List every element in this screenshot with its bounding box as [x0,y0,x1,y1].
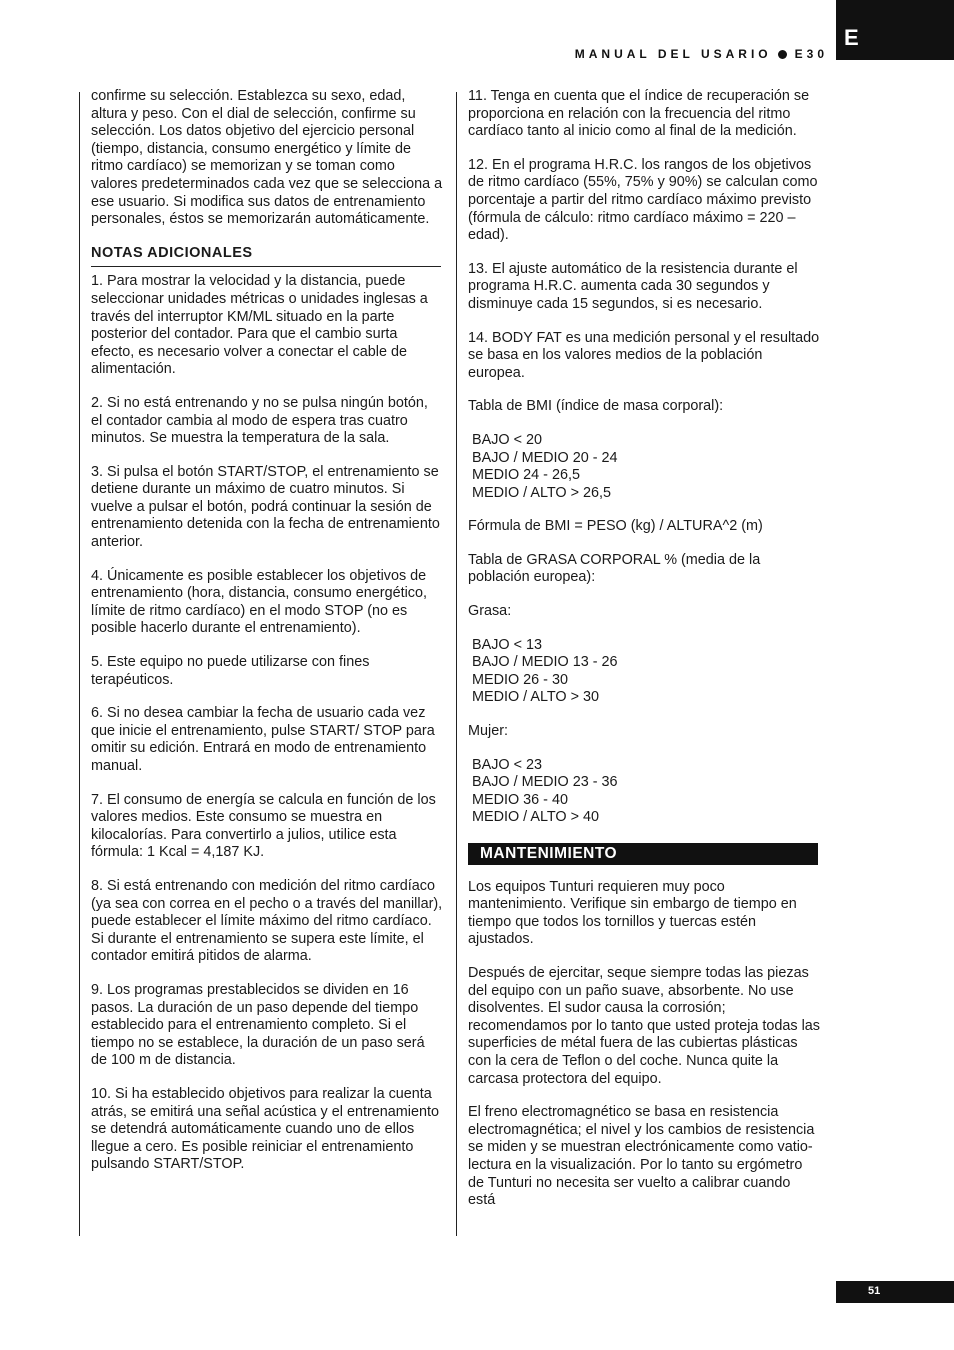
note-item: 8. Si está entrenando con medición del ritmo cardíaco (ya sea con correa en el pecho o a través del manillar), puede establecer el límite máximo del ritmo cardíaco. Si durante el entrenamiento se supera este límite, el contador emitirá pitidos de alarma. [91,877,443,965]
note-item: 2. Si no está entrenando y no se pulsa ningún botón, el contador cambia al modo de espera tras cuatro minutos. Se muestra la temperatura de la sala. [91,394,428,447]
bmi-table [472,432,820,502]
page-number-box [836,1281,954,1303]
bmi-row: MEDIO / ALTO > 26,5 [472,484,612,501]
fat-row: BAJO < 23 [472,756,542,773]
fat-row: MEDIO / ALTO > 30 [472,689,600,706]
women-fat-table [472,757,820,827]
note-item: 9. Los programas prestablecidos se dividen en 16 pasos. La duración de un paso depende del tiempo establecido para el entrenamiento completo. Si el tiempo no se establece, la duración de un paso será de 100 m de distancia. [91,981,425,1069]
middle-column-rule [456,92,457,1236]
manual-title: MANUAL DEL USARIO [574,47,772,61]
fat-row: MEDIO / ALTO > 40 [472,809,600,826]
model-name: E30 [794,47,828,61]
running-header [575,47,828,61]
fat-row: BAJO < 13 [472,636,542,653]
bmi-table-title: Tabla de BMI (índice de masa corporal): [468,398,724,415]
notes-list-left [91,273,443,1174]
language-tab-label: E [844,25,859,50]
note-item: 11. Tenga en cuenta que el índice de recuperación se proporciona en relación con la frecuencia del ritmo cardíaco tanto al inicio como al final de la medición. [468,88,810,140]
note-item: 14. BODY FAT es una medición personal y el resultado se basa en los valores medios de la población europea. [468,329,820,381]
maintenance-paragraph: Después de ejercitar, seque siempre todas las piezas del equipo con un paño suave, absorbente. No use disolventes. El sudor causa la corrosión; recomendamos por lo tanto que usted proteja todas las superficies de métal fuera de las cubiertas plásticas con la cera de Teflon o del coche. Nunca quite la carcasa protectora del equipo. [468,964,820,1087]
note-item: 1. Para mostrar la velocidad y la distancia, puede seleccionar unidades métricas o unidades inglesas a través del interruptor KM/ML situado en la parte posterior del contador. Para que el cambio surta efecto, es necesario volver a conectar el cable de alimentación. [91,273,428,378]
note-item: 6. Si no desea cambiar la fecha de usuario cada vez que inicie el entrenamiento, pulse START/ STOP para omitir su edición. Entrará en modo de entrenamiento manual. [91,705,435,774]
bmi-row: MEDIO 24 - 26,5 [472,467,580,484]
fat-row: BAJO / MEDIO 23 - 36 [472,774,618,791]
maintenance-paragraph: Los equipos Tunturi requieren muy poco mantenimiento. Verifique sin embargo de tiempo en tiempo que todos los tornillos y tuercas estén ajustados. [468,878,797,948]
left-column-rule [79,92,80,1236]
men-label: Grasa: [468,603,512,620]
bullet-dot-icon [778,50,787,59]
note-item: 3. Si pulsa el botón START/STOP, el entrenamiento se detiene durante un máximo de cuatro minutos. Si vuelve a pulsar el botón, podrá continuar la sesión de entrenamiento detenida con la fecha de entrenamiento anterior. [91,463,440,551]
notes-list-right [468,88,820,382]
note-item: 7. El consumo de energía se calcula en función de los valores medios. Este consumo se muestra en kilocalorías. Para convertirlo a julios, utilice esta fórmula: 1 Kcal = 4,187 KJ. [91,791,436,861]
maintenance-paragraph: El freno electromagnético se basa en resistencia electromagnética; el nivel y los cambios de resistencia se miden y se muestran electrónicamente como vatio-lectura en la visualización. Por lo tanto su ergómetro de Tunturi no necesita ser vuelto a calibrar cuando está [468,1104,815,1209]
fat-row: MEDIO 26 - 30 [472,671,568,688]
women-label: Mujer: [468,723,508,740]
note-item: 4. Únicamente es posible establecer los objetivos de entrenamiento (hora, distancia, consumo energético, límite de ritmo cardíaco) en el modo STOP (no es posible hacerlo durante el entrenamiento). [91,567,427,637]
left-column [91,88,443,1190]
note-item: 5. Este equipo no puede utilizarse con fines terapéuticos. [91,654,370,688]
body-fat-table-title: Tabla de GRASA CORPORAL % (media de la población europea): [468,551,761,586]
page-number: 51 [868,1285,881,1297]
note-item: 13. El ajuste automático de la resistencia durante el programa H.R.C. aumenta cada 30 segundos y disminuye cada 15 segundos, si es necesario. [468,260,798,312]
fat-row: BAJO / MEDIO 13 - 26 [472,654,618,671]
men-fat-table [472,637,820,707]
bmi-formula: Fórmula de BMI = PESO (kg) / ALTURA^2 (m) [468,518,763,535]
language-tab [836,0,954,60]
intro-paragraph: confirme su selección. Establezca su sexo, edad, altura y peso. Con el dial de selección, confirme su selección. Los datos objetivo del ejercicio personal (tiempo, distancia, consumo energético y límite de ritmo cardíaco) se memorizan y se toman como valores predeterminados cada vez que se selecciona a ese usuario. Si modifica sus datos de entrenamiento personales, éstos se memorizarán automáticamente. [91,88,443,228]
maintenance-heading: MANTENIMIENTO [468,843,818,865]
bmi-row: BAJO / MEDIO 20 - 24 [472,449,618,466]
notes-heading: NOTAS ADICIONALES [91,245,441,268]
note-item: 12. En el programa H.R.C. los rangos de los objetivos de ritmo cardíaco (55%, 75% y 90%) se calculan como porcentaje a partir del ritmo cardíaco máximo previsto (fórmula de cálculo: ritmo cardíaco máximo = 220 – edad). [468,156,818,244]
fat-row: MEDIO 36 - 40 [472,791,568,808]
note-item: 10. Si ha establecido objetivos para realizar la cuenta atrás, se emitirá una señal acústica y el entrenamiento se detendrá automáticamente cuando uno de ellos llegue a cero. Es posible reiniciar el entrenamiento pulsando START/STOP. [91,1085,439,1173]
bmi-row: BAJO < 20 [472,431,542,448]
right-column [468,88,820,1226]
